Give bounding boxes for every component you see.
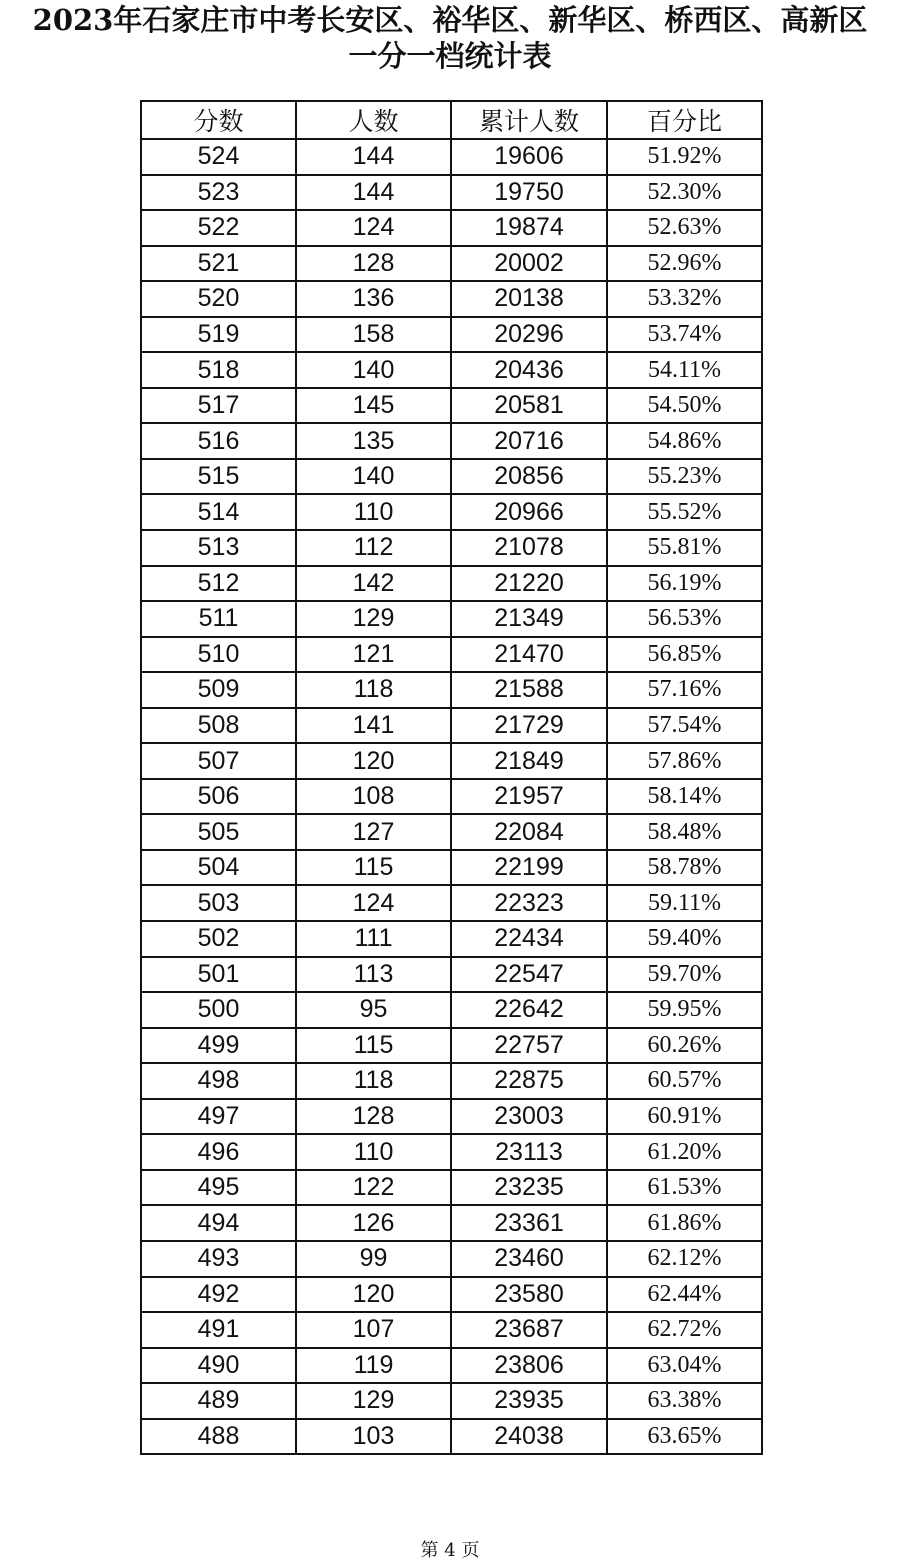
table-row <box>141 139 762 175</box>
cell-count: 128 <box>296 246 451 282</box>
cell-score: 504 <box>141 850 296 886</box>
cell-percentage: 59.70% <box>607 957 762 993</box>
cell-percentage: 51.92% <box>607 139 762 175</box>
cell-score: 524 <box>141 139 296 175</box>
table-row <box>141 423 762 459</box>
cell-count: 124 <box>296 210 451 246</box>
cell-percentage: 52.30% <box>607 175 762 211</box>
cell-score: 509 <box>141 672 296 708</box>
cell-score: 502 <box>141 921 296 957</box>
cell-cumulative: 23361 <box>451 1205 607 1241</box>
cell-percentage: 58.14% <box>607 779 762 815</box>
table-row <box>141 1205 762 1241</box>
cell-count: 122 <box>296 1170 451 1206</box>
table-row <box>141 1383 762 1419</box>
page-subtitle: 一分一档统计表 <box>348 39 552 73</box>
cell-count: 120 <box>296 1277 451 1313</box>
cell-count: 115 <box>296 1028 451 1064</box>
cell-score: 511 <box>141 601 296 637</box>
cell-count: 103 <box>296 1419 451 1455</box>
cell-percentage: 59.95% <box>607 992 762 1028</box>
table-row <box>141 1170 762 1206</box>
cell-cumulative: 21957 <box>451 779 607 815</box>
table-row <box>141 1348 762 1384</box>
cell-score: 520 <box>141 281 296 317</box>
cell-cumulative: 23235 <box>451 1170 607 1206</box>
cell-cumulative: 23806 <box>451 1348 607 1384</box>
cell-cumulative: 19874 <box>451 210 607 246</box>
column-header-count: 人数 <box>296 101 451 139</box>
cell-score: 490 <box>141 1348 296 1384</box>
cell-count: 113 <box>296 957 451 993</box>
cell-count: 140 <box>296 459 451 495</box>
cell-percentage: 63.38% <box>607 1383 762 1419</box>
cell-cumulative: 22323 <box>451 885 607 921</box>
table-row <box>141 743 762 779</box>
cell-count: 136 <box>296 281 451 317</box>
table-row <box>141 210 762 246</box>
column-header-score: 分数 <box>141 101 296 139</box>
score-distribution-table <box>140 100 763 1455</box>
table-row <box>141 388 762 424</box>
column-header-cumulative: 累计人数 <box>451 101 607 139</box>
cell-score: 507 <box>141 743 296 779</box>
cell-percentage: 57.16% <box>607 672 762 708</box>
table-row <box>141 530 762 566</box>
table-row <box>141 281 762 317</box>
cell-score: 496 <box>141 1134 296 1170</box>
cell-score: 514 <box>141 494 296 530</box>
cell-score: 503 <box>141 885 296 921</box>
cell-cumulative: 21349 <box>451 601 607 637</box>
cell-score: 515 <box>141 459 296 495</box>
table-row <box>141 637 762 673</box>
cell-count: 129 <box>296 601 451 637</box>
table-row <box>141 566 762 602</box>
cell-count: 99 <box>296 1241 451 1277</box>
cell-cumulative: 22757 <box>451 1028 607 1064</box>
cell-count: 142 <box>296 566 451 602</box>
cell-cumulative: 24038 <box>451 1419 607 1455</box>
cell-percentage: 52.96% <box>607 246 762 282</box>
cell-count: 158 <box>296 317 451 353</box>
cell-cumulative: 23687 <box>451 1312 607 1348</box>
cell-count: 126 <box>296 1205 451 1241</box>
cell-percentage: 53.32% <box>607 281 762 317</box>
cell-percentage: 55.52% <box>607 494 762 530</box>
cell-percentage: 58.78% <box>607 850 762 886</box>
cell-percentage: 52.63% <box>607 210 762 246</box>
cell-percentage: 56.19% <box>607 566 762 602</box>
cell-percentage: 54.50% <box>607 388 762 424</box>
cell-count: 135 <box>296 423 451 459</box>
cell-score: 494 <box>141 1205 296 1241</box>
table-header-row <box>141 101 762 139</box>
cell-cumulative: 22875 <box>451 1063 607 1099</box>
cell-count: 112 <box>296 530 451 566</box>
cell-count: 144 <box>296 175 451 211</box>
cell-count: 140 <box>296 352 451 388</box>
cell-count: 110 <box>296 1134 451 1170</box>
cell-score: 521 <box>141 246 296 282</box>
cell-score: 491 <box>141 1312 296 1348</box>
column-header-percentage: 百分比 <box>607 101 762 139</box>
cell-cumulative: 21729 <box>451 708 607 744</box>
cell-cumulative: 20856 <box>451 459 607 495</box>
cell-count: 144 <box>296 139 451 175</box>
cell-count: 119 <box>296 1348 451 1384</box>
cell-score: 523 <box>141 175 296 211</box>
cell-percentage: 56.85% <box>607 637 762 673</box>
table-row <box>141 957 762 993</box>
cell-score: 513 <box>141 530 296 566</box>
cell-count: 145 <box>296 388 451 424</box>
cell-cumulative: 21078 <box>451 530 607 566</box>
cell-cumulative: 22547 <box>451 957 607 993</box>
cell-percentage: 60.26% <box>607 1028 762 1064</box>
cell-score: 492 <box>141 1277 296 1313</box>
cell-cumulative: 19606 <box>451 139 607 175</box>
table-row <box>141 246 762 282</box>
cell-cumulative: 21220 <box>451 566 607 602</box>
cell-score: 519 <box>141 317 296 353</box>
cell-count: 118 <box>296 672 451 708</box>
cell-percentage: 61.86% <box>607 1205 762 1241</box>
cell-count: 120 <box>296 743 451 779</box>
cell-score: 498 <box>141 1063 296 1099</box>
cell-percentage: 61.20% <box>607 1134 762 1170</box>
cell-cumulative: 23580 <box>451 1277 607 1313</box>
cell-percentage: 59.40% <box>607 921 762 957</box>
cell-count: 124 <box>296 885 451 921</box>
cell-count: 121 <box>296 637 451 673</box>
cell-percentage: 55.23% <box>607 459 762 495</box>
cell-percentage: 59.11% <box>607 885 762 921</box>
table-row <box>141 1028 762 1064</box>
cell-score: 501 <box>141 957 296 993</box>
table-row <box>141 1277 762 1313</box>
cell-cumulative: 23460 <box>451 1241 607 1277</box>
table-header <box>141 101 762 139</box>
cell-score: 510 <box>141 637 296 673</box>
cell-percentage: 62.44% <box>607 1277 762 1313</box>
table-row <box>141 992 762 1028</box>
cell-cumulative: 22199 <box>451 850 607 886</box>
cell-cumulative: 20436 <box>451 352 607 388</box>
table-row <box>141 1312 762 1348</box>
cell-score: 505 <box>141 814 296 850</box>
cell-count: 118 <box>296 1063 451 1099</box>
cell-count: 107 <box>296 1312 451 1348</box>
table-row <box>141 494 762 530</box>
table-row <box>141 175 762 211</box>
table-row <box>141 352 762 388</box>
cell-cumulative: 21849 <box>451 743 607 779</box>
cell-cumulative: 20002 <box>451 246 607 282</box>
table-row <box>141 459 762 495</box>
cell-score: 512 <box>141 566 296 602</box>
cell-cumulative: 22084 <box>451 814 607 850</box>
table-row <box>141 814 762 850</box>
cell-score: 488 <box>141 1419 296 1455</box>
table-row <box>141 708 762 744</box>
cell-percentage: 61.53% <box>607 1170 762 1206</box>
table-row <box>141 601 762 637</box>
cell-count: 127 <box>296 814 451 850</box>
cell-score: 495 <box>141 1170 296 1206</box>
cell-cumulative: 21470 <box>451 637 607 673</box>
table-row <box>141 1099 762 1135</box>
cell-percentage: 62.72% <box>607 1312 762 1348</box>
cell-percentage: 60.57% <box>607 1063 762 1099</box>
cell-percentage: 58.48% <box>607 814 762 850</box>
cell-score: 500 <box>141 992 296 1028</box>
cell-percentage: 55.81% <box>607 530 762 566</box>
cell-cumulative: 20296 <box>451 317 607 353</box>
cell-cumulative: 23113 <box>451 1134 607 1170</box>
table-row <box>141 672 762 708</box>
cell-cumulative: 23935 <box>451 1383 607 1419</box>
cell-score: 506 <box>141 779 296 815</box>
cell-percentage: 57.54% <box>607 708 762 744</box>
cell-percentage: 57.86% <box>607 743 762 779</box>
table-row <box>141 317 762 353</box>
table-row <box>141 1241 762 1277</box>
cell-score: 499 <box>141 1028 296 1064</box>
cell-cumulative: 23003 <box>451 1099 607 1135</box>
table-row <box>141 1134 762 1170</box>
table-row <box>141 779 762 815</box>
cell-cumulative: 21588 <box>451 672 607 708</box>
cell-percentage: 63.04% <box>607 1348 762 1384</box>
cell-cumulative: 19750 <box>451 175 607 211</box>
cell-percentage: 63.65% <box>607 1419 762 1455</box>
cell-percentage: 53.74% <box>607 317 762 353</box>
table-row <box>141 850 762 886</box>
cell-count: 115 <box>296 850 451 886</box>
table-row <box>141 1063 762 1099</box>
cell-score: 517 <box>141 388 296 424</box>
cell-count: 95 <box>296 992 451 1028</box>
cell-percentage: 62.12% <box>607 1241 762 1277</box>
cell-percentage: 54.86% <box>607 423 762 459</box>
cell-count: 128 <box>296 1099 451 1135</box>
cell-count: 108 <box>296 779 451 815</box>
page-title: 2023年石家庄市中考长安区、裕华区、新华区、桥西区、高新区 <box>32 3 868 37</box>
cell-cumulative: 20966 <box>451 494 607 530</box>
table-row <box>141 921 762 957</box>
cell-score: 497 <box>141 1099 296 1135</box>
cell-score: 489 <box>141 1383 296 1419</box>
cell-count: 110 <box>296 494 451 530</box>
cell-score: 518 <box>141 352 296 388</box>
table-row <box>141 1419 762 1455</box>
cell-score: 522 <box>141 210 296 246</box>
cell-count: 129 <box>296 1383 451 1419</box>
cell-percentage: 56.53% <box>607 601 762 637</box>
cell-count: 111 <box>296 921 451 957</box>
page-number: 第 4 页 <box>420 1540 480 1561</box>
cell-score: 516 <box>141 423 296 459</box>
cell-cumulative: 22434 <box>451 921 607 957</box>
table-row <box>141 885 762 921</box>
cell-count: 141 <box>296 708 451 744</box>
table-body <box>141 139 762 1454</box>
cell-score: 508 <box>141 708 296 744</box>
cell-cumulative: 22642 <box>451 992 607 1028</box>
cell-score: 493 <box>141 1241 296 1277</box>
cell-cumulative: 20716 <box>451 423 607 459</box>
cell-cumulative: 20138 <box>451 281 607 317</box>
cell-percentage: 54.11% <box>607 352 762 388</box>
cell-cumulative: 20581 <box>451 388 607 424</box>
cell-percentage: 60.91% <box>607 1099 762 1135</box>
